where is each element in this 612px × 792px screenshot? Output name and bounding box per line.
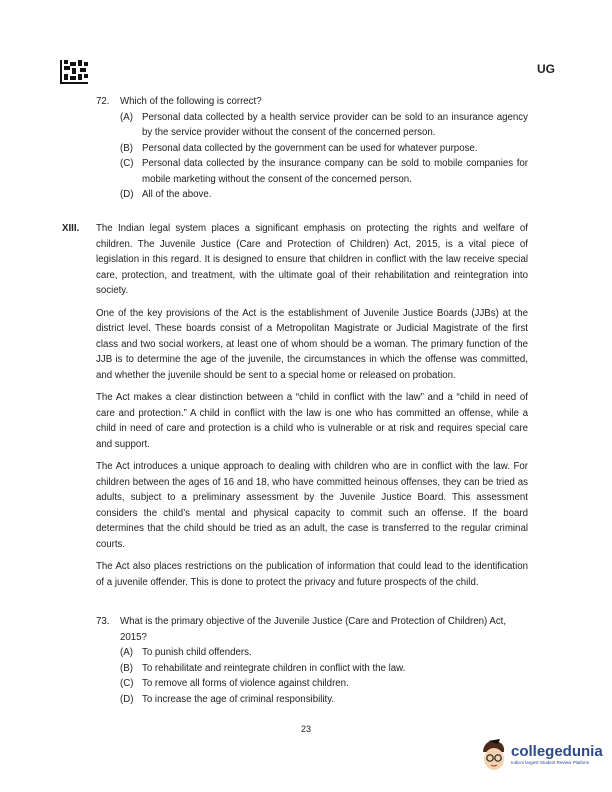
option-b: [120, 661, 528, 677]
option-d: [120, 187, 528, 203]
option-a: [120, 645, 528, 661]
option-c: [120, 156, 528, 187]
option-label: (D): [120, 693, 134, 705]
option-text: To increase the age of criminal responsibility.: [142, 693, 335, 705]
option-label: (D): [120, 189, 134, 200]
question-number: 72.: [96, 96, 110, 107]
option-text: All of the above.: [142, 189, 212, 200]
passage-paragraph: The Act introduces a unique approach to dealing with children who are in conflict with the law. For children between the ages of 16 and 18, who have committed heinous offenses, they can be tried as adults, subject to a preliminary assessment by the Juvenile Justice Board. This assessment considers the child’s mental and physical capacity to commit such an offense. If the board determines that the child should be tried as an adult, the case is transferred to the regular criminal courts.: [96, 461, 528, 550]
option-label: (A): [120, 111, 133, 123]
option-c: [120, 676, 528, 692]
question-72: [96, 94, 528, 203]
page-number: 23: [300, 724, 311, 734]
passage-paragraph: The Indian legal system places a significant emphasis on protecting the rights and welfare of children. The Juvenile Justice (Care and Protection of Children) Act, 2015, is a vital piece of legislation in this regard. It is designed to ensure that children in conflict with the law receive special care, protection, and treatment, with the ultimate goal of their rehabilitation and reintegration into society.: [96, 223, 528, 296]
logo-tagline: India's largest Student Review Platform: [511, 760, 590, 765]
passage-paragraph: The Act also places restrictions on the publication of information that could lead to the identification of a juvenile offender. This is done to protect the privacy and future prospects of the child.: [96, 561, 528, 588]
option-text: Personal data collected by the insurance company can be sold to mobile companies for mobile marketing without the consent of the concerned person.: [142, 158, 528, 185]
question-stem: What is the primary objective of the Juvenile Justice (Care and Protection of Children) Act, 2015?: [120, 616, 507, 643]
option-text: To remove all forms of violence against children.: [142, 678, 349, 689]
option-text: To rehabilitate and reintegrate children in conflict with the law.: [142, 662, 406, 674]
option-text: Personal data collected by the government can be used for whatever purpose.: [142, 142, 478, 154]
option-label: (B): [120, 662, 133, 674]
mascot-icon: [480, 738, 508, 772]
passage-paragraph: One of the key provisions of the Act is the establishment of Juvenile Justice Boards (JJBs) at the district level. These boards consist of a Metropolitan Magistrate or Judicial Magistrate of the first class and two social workers, at least one of whom should be a woman. The primary function of the JJB is to determine the age of the juvenile, the circumstances in which the offense was committed, and whether the juvenile should be sent to a special home or released on probation.: [96, 307, 528, 381]
collegedunia-logo: [480, 738, 603, 772]
option-d: [120, 692, 528, 708]
option-a: [120, 110, 528, 141]
section-number: XIII.: [62, 223, 80, 234]
logo-name: collegedunia: [511, 743, 603, 760]
passage-section: [62, 221, 528, 597]
passage-paragraph: The Act makes a clear distinction between a “child in conflict with the law” and a “child in need of care and protection.” A child in conflict with the law is one who has committed an offense, while a child in need of care and protection is a child who is vulnerable or at risk and requires special care and support.: [96, 392, 528, 450]
question-73: [96, 614, 528, 707]
option-label: (B): [120, 142, 133, 154]
option-text: To punish child offenders.: [142, 647, 252, 658]
option-text: Personal data collected by a health service provider can be sold to an insurance agency by the service provider without the consent of the concerned person.: [142, 111, 528, 138]
option-label: (A): [120, 647, 133, 658]
option-label: (C): [120, 678, 134, 689]
question-number: 73.: [96, 616, 110, 627]
question-stem: Which of the following is correct?: [120, 96, 262, 107]
qr-code-icon: [60, 60, 88, 84]
paper-code: UG: [537, 62, 555, 76]
option-b: [120, 141, 528, 157]
option-label: (C): [120, 158, 134, 169]
